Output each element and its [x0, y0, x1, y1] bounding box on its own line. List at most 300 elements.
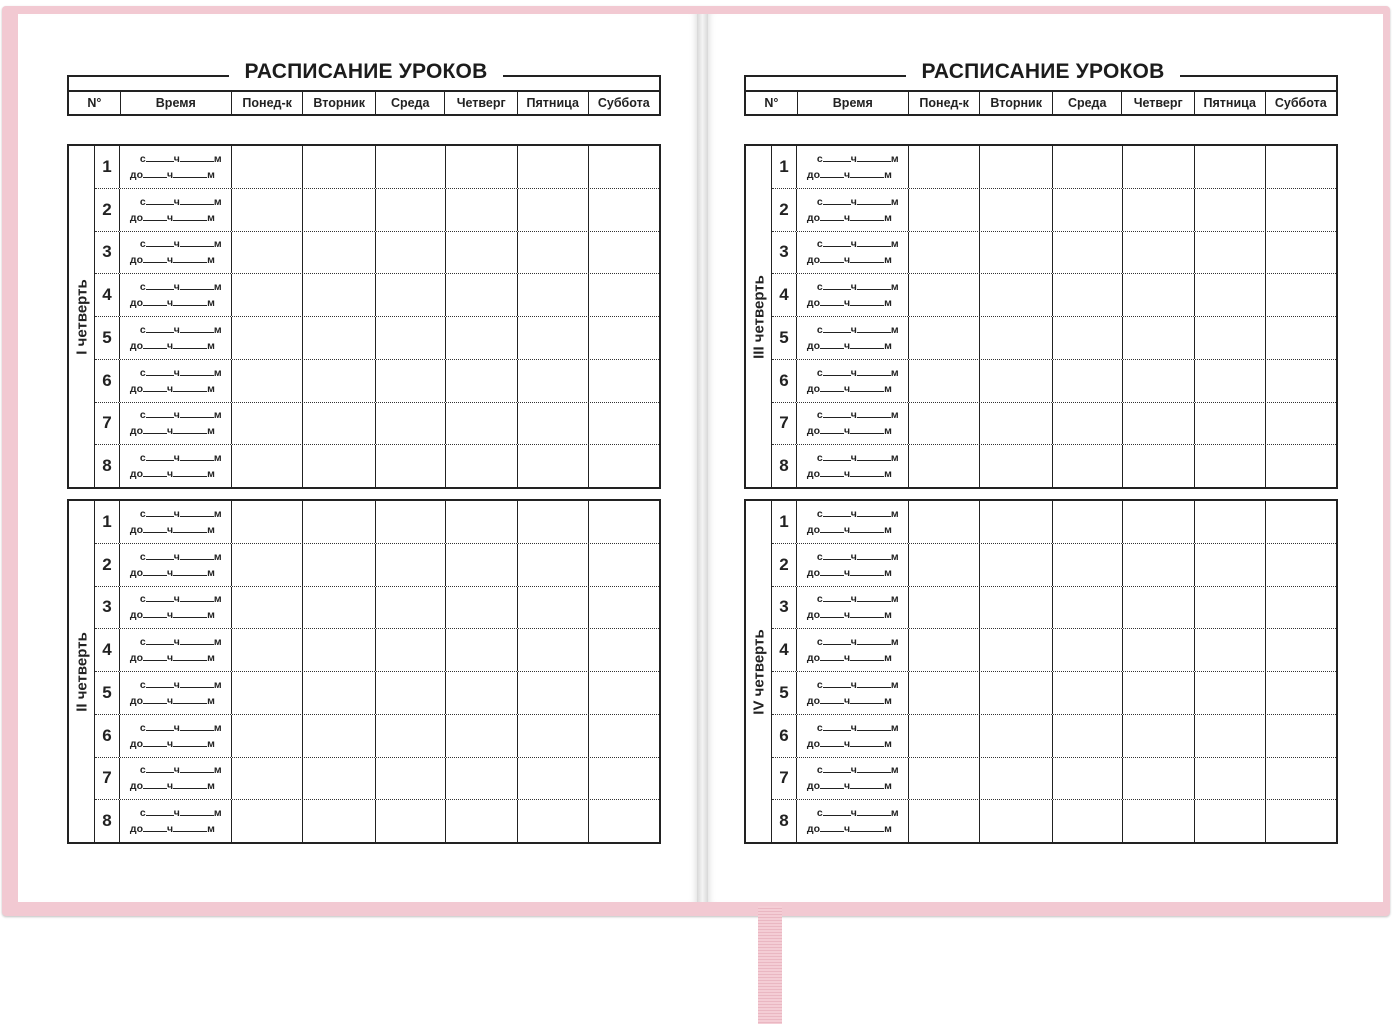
day-cell[interactable]	[909, 232, 981, 274]
minute-blank[interactable]	[850, 737, 884, 747]
day-cell[interactable]	[1266, 800, 1336, 842]
day-cell[interactable]	[303, 672, 376, 714]
day-cell[interactable]	[589, 544, 659, 586]
day-cell[interactable]	[1266, 403, 1336, 445]
hour-blank[interactable]	[143, 339, 167, 349]
time-cell[interactable]	[797, 544, 909, 586]
day-cell[interactable]	[1053, 800, 1123, 842]
day-cell[interactable]	[232, 501, 304, 543]
day-cell[interactable]	[303, 715, 376, 757]
minute-blank[interactable]	[850, 168, 884, 178]
hour-blank[interactable]	[820, 694, 844, 704]
day-cell[interactable]	[1195, 672, 1266, 714]
day-cell[interactable]	[1053, 274, 1123, 316]
minute-blank[interactable]	[850, 211, 884, 221]
day-cell[interactable]	[589, 317, 659, 359]
day-cell[interactable]	[909, 715, 981, 757]
hour-blank[interactable]	[820, 779, 844, 789]
time-cell[interactable]	[797, 445, 909, 487]
day-cell[interactable]	[1123, 146, 1196, 188]
minute-blank[interactable]	[173, 694, 207, 704]
minute-blank[interactable]	[857, 678, 891, 688]
hour-blank[interactable]	[143, 424, 167, 434]
minute-blank[interactable]	[850, 424, 884, 434]
hour-blank[interactable]	[143, 211, 167, 221]
minute-blank[interactable]	[173, 382, 207, 392]
day-cell[interactable]	[376, 274, 446, 316]
day-cell[interactable]	[1266, 274, 1336, 316]
hour-blank[interactable]	[143, 296, 167, 306]
day-cell[interactable]	[909, 317, 981, 359]
hour-blank[interactable]	[823, 806, 851, 816]
hour-blank[interactable]	[820, 822, 844, 832]
day-cell[interactable]	[446, 800, 519, 842]
time-cell[interactable]	[797, 274, 909, 316]
day-cell[interactable]	[303, 274, 376, 316]
day-cell[interactable]	[1195, 587, 1266, 629]
time-cell[interactable]	[120, 360, 232, 402]
minute-blank[interactable]	[173, 779, 207, 789]
minute-blank[interactable]	[857, 366, 891, 376]
hour-blank[interactable]	[143, 523, 167, 533]
day-cell[interactable]	[1266, 501, 1336, 543]
hour-blank[interactable]	[146, 592, 174, 602]
day-cell[interactable]	[1195, 629, 1266, 671]
hour-blank[interactable]	[820, 382, 844, 392]
minute-blank[interactable]	[857, 408, 891, 418]
day-cell[interactable]	[303, 758, 376, 800]
day-cell[interactable]	[376, 189, 446, 231]
day-cell[interactable]	[909, 758, 981, 800]
hour-blank[interactable]	[823, 507, 851, 517]
day-cell[interactable]	[1053, 360, 1123, 402]
day-cell[interactable]	[376, 146, 446, 188]
day-cell[interactable]	[1195, 758, 1266, 800]
time-cell[interactable]	[120, 544, 232, 586]
day-cell[interactable]	[980, 715, 1053, 757]
day-cell[interactable]	[376, 715, 446, 757]
time-cell[interactable]	[120, 403, 232, 445]
day-cell[interactable]	[980, 672, 1053, 714]
minute-blank[interactable]	[850, 467, 884, 477]
day-cell[interactable]	[909, 360, 981, 402]
day-cell[interactable]	[1195, 360, 1266, 402]
day-cell[interactable]	[376, 317, 446, 359]
hour-blank[interactable]	[823, 763, 851, 773]
minute-blank[interactable]	[173, 523, 207, 533]
minute-blank[interactable]	[173, 822, 207, 832]
day-cell[interactable]	[980, 274, 1053, 316]
minute-blank[interactable]	[173, 737, 207, 747]
day-cell[interactable]	[1123, 544, 1196, 586]
day-cell[interactable]	[232, 758, 304, 800]
day-cell[interactable]	[303, 800, 376, 842]
day-cell[interactable]	[1053, 672, 1123, 714]
day-cell[interactable]	[446, 189, 519, 231]
day-cell[interactable]	[1195, 189, 1266, 231]
minute-blank[interactable]	[857, 451, 891, 461]
day-cell[interactable]	[980, 800, 1053, 842]
hour-blank[interactable]	[146, 451, 174, 461]
day-cell[interactable]	[1123, 672, 1196, 714]
minute-blank[interactable]	[857, 721, 891, 731]
day-cell[interactable]	[1266, 232, 1336, 274]
minute-blank[interactable]	[173, 211, 207, 221]
minute-blank[interactable]	[180, 323, 214, 333]
time-cell[interactable]	[120, 146, 232, 188]
minute-blank[interactable]	[857, 550, 891, 560]
minute-blank[interactable]	[173, 651, 207, 661]
day-cell[interactable]	[518, 274, 589, 316]
day-cell[interactable]	[1266, 587, 1336, 629]
day-cell[interactable]	[376, 672, 446, 714]
hour-blank[interactable]	[820, 566, 844, 576]
day-cell[interactable]	[446, 445, 519, 487]
day-cell[interactable]	[1266, 672, 1336, 714]
day-cell[interactable]	[1195, 445, 1266, 487]
day-cell[interactable]	[376, 629, 446, 671]
day-cell[interactable]	[589, 403, 659, 445]
minute-blank[interactable]	[857, 763, 891, 773]
day-cell[interactable]	[303, 360, 376, 402]
time-cell[interactable]	[797, 672, 909, 714]
day-cell[interactable]	[446, 146, 519, 188]
day-cell[interactable]	[232, 317, 304, 359]
minute-blank[interactable]	[857, 280, 891, 290]
time-cell[interactable]	[120, 189, 232, 231]
day-cell[interactable]	[446, 232, 519, 274]
hour-blank[interactable]	[146, 635, 174, 645]
day-cell[interactable]	[446, 715, 519, 757]
day-cell[interactable]	[303, 403, 376, 445]
time-cell[interactable]	[797, 800, 909, 842]
time-cell[interactable]	[120, 587, 232, 629]
day-cell[interactable]	[232, 629, 304, 671]
hour-blank[interactable]	[146, 806, 174, 816]
day-cell[interactable]	[1195, 715, 1266, 757]
day-cell[interactable]	[518, 672, 589, 714]
day-cell[interactable]	[303, 146, 376, 188]
day-cell[interactable]	[518, 317, 589, 359]
day-cell[interactable]	[909, 403, 981, 445]
day-cell[interactable]	[232, 189, 304, 231]
day-cell[interactable]	[1053, 232, 1123, 274]
minute-blank[interactable]	[857, 635, 891, 645]
minute-blank[interactable]	[180, 806, 214, 816]
hour-blank[interactable]	[146, 366, 174, 376]
time-cell[interactable]	[797, 232, 909, 274]
minute-blank[interactable]	[180, 237, 214, 247]
day-cell[interactable]	[1123, 758, 1196, 800]
day-cell[interactable]	[980, 360, 1053, 402]
minute-blank[interactable]	[180, 678, 214, 688]
hour-blank[interactable]	[146, 280, 174, 290]
day-cell[interactable]	[232, 403, 304, 445]
hour-blank[interactable]	[820, 737, 844, 747]
day-cell[interactable]	[1053, 189, 1123, 231]
time-cell[interactable]	[797, 403, 909, 445]
day-cell[interactable]	[518, 232, 589, 274]
hour-blank[interactable]	[823, 280, 851, 290]
day-cell[interactable]	[589, 758, 659, 800]
day-cell[interactable]	[589, 189, 659, 231]
minute-blank[interactable]	[180, 763, 214, 773]
day-cell[interactable]	[980, 544, 1053, 586]
day-cell[interactable]	[446, 360, 519, 402]
day-cell[interactable]	[1123, 274, 1196, 316]
hour-blank[interactable]	[823, 592, 851, 602]
day-cell[interactable]	[518, 715, 589, 757]
day-cell[interactable]	[1195, 317, 1266, 359]
minute-blank[interactable]	[857, 195, 891, 205]
day-cell[interactable]	[303, 629, 376, 671]
day-cell[interactable]	[980, 189, 1053, 231]
hour-blank[interactable]	[823, 550, 851, 560]
minute-blank[interactable]	[857, 237, 891, 247]
day-cell[interactable]	[909, 672, 981, 714]
time-cell[interactable]	[797, 189, 909, 231]
day-cell[interactable]	[446, 274, 519, 316]
day-cell[interactable]	[232, 587, 304, 629]
hour-blank[interactable]	[820, 424, 844, 434]
hour-blank[interactable]	[143, 822, 167, 832]
day-cell[interactable]	[446, 501, 519, 543]
day-cell[interactable]	[376, 587, 446, 629]
hour-blank[interactable]	[820, 651, 844, 661]
day-cell[interactable]	[909, 629, 981, 671]
day-cell[interactable]	[1195, 800, 1266, 842]
day-cell[interactable]	[980, 587, 1053, 629]
day-cell[interactable]	[518, 800, 589, 842]
time-cell[interactable]	[120, 715, 232, 757]
day-cell[interactable]	[1123, 189, 1196, 231]
day-cell[interactable]	[232, 232, 304, 274]
day-cell[interactable]	[232, 146, 304, 188]
hour-blank[interactable]	[823, 195, 851, 205]
hour-blank[interactable]	[823, 237, 851, 247]
hour-blank[interactable]	[146, 550, 174, 560]
day-cell[interactable]	[1123, 317, 1196, 359]
day-cell[interactable]	[980, 146, 1053, 188]
minute-blank[interactable]	[180, 721, 214, 731]
day-cell[interactable]	[376, 758, 446, 800]
day-cell[interactable]	[376, 445, 446, 487]
day-cell[interactable]	[518, 146, 589, 188]
minute-blank[interactable]	[173, 296, 207, 306]
day-cell[interactable]	[1123, 800, 1196, 842]
day-cell[interactable]	[1123, 232, 1196, 274]
day-cell[interactable]	[518, 544, 589, 586]
minute-blank[interactable]	[180, 550, 214, 560]
day-cell[interactable]	[1053, 403, 1123, 445]
day-cell[interactable]	[980, 758, 1053, 800]
hour-blank[interactable]	[823, 408, 851, 418]
day-cell[interactable]	[909, 587, 981, 629]
time-cell[interactable]	[120, 317, 232, 359]
minute-blank[interactable]	[850, 566, 884, 576]
day-cell[interactable]	[589, 274, 659, 316]
hour-blank[interactable]	[146, 237, 174, 247]
day-cell[interactable]	[1123, 587, 1196, 629]
time-cell[interactable]	[120, 445, 232, 487]
hour-blank[interactable]	[146, 507, 174, 517]
minute-blank[interactable]	[173, 608, 207, 618]
day-cell[interactable]	[909, 274, 981, 316]
day-cell[interactable]	[518, 403, 589, 445]
day-cell[interactable]	[376, 800, 446, 842]
day-cell[interactable]	[909, 800, 981, 842]
hour-blank[interactable]	[146, 323, 174, 333]
day-cell[interactable]	[589, 800, 659, 842]
day-cell[interactable]	[1053, 587, 1123, 629]
day-cell[interactable]	[909, 189, 981, 231]
day-cell[interactable]	[589, 501, 659, 543]
day-cell[interactable]	[589, 232, 659, 274]
day-cell[interactable]	[232, 715, 304, 757]
day-cell[interactable]	[446, 672, 519, 714]
day-cell[interactable]	[980, 232, 1053, 274]
minute-blank[interactable]	[180, 366, 214, 376]
day-cell[interactable]	[909, 445, 981, 487]
day-cell[interactable]	[518, 758, 589, 800]
minute-blank[interactable]	[180, 507, 214, 517]
day-cell[interactable]	[232, 800, 304, 842]
day-cell[interactable]	[909, 544, 981, 586]
time-cell[interactable]	[120, 672, 232, 714]
day-cell[interactable]	[518, 445, 589, 487]
hour-blank[interactable]	[146, 152, 174, 162]
hour-blank[interactable]	[823, 451, 851, 461]
hour-blank[interactable]	[820, 253, 844, 263]
minute-blank[interactable]	[173, 424, 207, 434]
hour-blank[interactable]	[146, 763, 174, 773]
hour-blank[interactable]	[146, 408, 174, 418]
hour-blank[interactable]	[823, 152, 851, 162]
day-cell[interactable]	[446, 544, 519, 586]
day-cell[interactable]	[232, 544, 304, 586]
time-cell[interactable]	[120, 800, 232, 842]
day-cell[interactable]	[1053, 758, 1123, 800]
day-cell[interactable]	[589, 445, 659, 487]
day-cell[interactable]	[232, 360, 304, 402]
hour-blank[interactable]	[820, 296, 844, 306]
hour-blank[interactable]	[143, 694, 167, 704]
day-cell[interactable]	[1123, 501, 1196, 543]
day-cell[interactable]	[589, 146, 659, 188]
day-cell[interactable]	[376, 501, 446, 543]
day-cell[interactable]	[1053, 317, 1123, 359]
hour-blank[interactable]	[820, 168, 844, 178]
minute-blank[interactable]	[850, 822, 884, 832]
time-cell[interactable]	[797, 758, 909, 800]
hour-blank[interactable]	[143, 608, 167, 618]
day-cell[interactable]	[1195, 544, 1266, 586]
time-cell[interactable]	[120, 629, 232, 671]
day-cell[interactable]	[980, 445, 1053, 487]
hour-blank[interactable]	[820, 211, 844, 221]
day-cell[interactable]	[446, 317, 519, 359]
minute-blank[interactable]	[850, 253, 884, 263]
hour-blank[interactable]	[143, 566, 167, 576]
minute-blank[interactable]	[850, 651, 884, 661]
time-cell[interactable]	[120, 274, 232, 316]
day-cell[interactable]	[1053, 715, 1123, 757]
day-cell[interactable]	[518, 587, 589, 629]
day-cell[interactable]	[303, 445, 376, 487]
minute-blank[interactable]	[850, 382, 884, 392]
day-cell[interactable]	[518, 501, 589, 543]
day-cell[interactable]	[1266, 629, 1336, 671]
day-cell[interactable]	[303, 317, 376, 359]
day-cell[interactable]	[589, 629, 659, 671]
minute-blank[interactable]	[173, 339, 207, 349]
minute-blank[interactable]	[850, 694, 884, 704]
time-cell[interactable]	[120, 232, 232, 274]
time-cell[interactable]	[797, 501, 909, 543]
day-cell[interactable]	[1266, 317, 1336, 359]
minute-blank[interactable]	[857, 323, 891, 333]
hour-blank[interactable]	[823, 366, 851, 376]
minute-blank[interactable]	[850, 608, 884, 618]
minute-blank[interactable]	[180, 152, 214, 162]
day-cell[interactable]	[303, 189, 376, 231]
time-cell[interactable]	[120, 501, 232, 543]
minute-blank[interactable]	[180, 280, 214, 290]
day-cell[interactable]	[1266, 146, 1336, 188]
day-cell[interactable]	[1266, 544, 1336, 586]
day-cell[interactable]	[1123, 445, 1196, 487]
hour-blank[interactable]	[143, 168, 167, 178]
minute-blank[interactable]	[173, 467, 207, 477]
day-cell[interactable]	[518, 629, 589, 671]
time-cell[interactable]	[797, 146, 909, 188]
minute-blank[interactable]	[180, 451, 214, 461]
minute-blank[interactable]	[857, 806, 891, 816]
day-cell[interactable]	[980, 317, 1053, 359]
hour-blank[interactable]	[820, 339, 844, 349]
hour-blank[interactable]	[823, 635, 851, 645]
minute-blank[interactable]	[850, 779, 884, 789]
day-cell[interactable]	[1053, 544, 1123, 586]
day-cell[interactable]	[376, 544, 446, 586]
day-cell[interactable]	[909, 501, 981, 543]
hour-blank[interactable]	[143, 253, 167, 263]
minute-blank[interactable]	[850, 296, 884, 306]
hour-blank[interactable]	[823, 678, 851, 688]
day-cell[interactable]	[980, 629, 1053, 671]
hour-blank[interactable]	[146, 678, 174, 688]
hour-blank[interactable]	[143, 779, 167, 789]
hour-blank[interactable]	[146, 195, 174, 205]
time-cell[interactable]	[797, 587, 909, 629]
time-cell[interactable]	[797, 317, 909, 359]
day-cell[interactable]	[1195, 501, 1266, 543]
day-cell[interactable]	[518, 189, 589, 231]
time-cell[interactable]	[797, 629, 909, 671]
day-cell[interactable]	[1195, 146, 1266, 188]
day-cell[interactable]	[1266, 189, 1336, 231]
minute-blank[interactable]	[173, 253, 207, 263]
day-cell[interactable]	[232, 672, 304, 714]
day-cell[interactable]	[1123, 715, 1196, 757]
day-cell[interactable]	[1123, 629, 1196, 671]
ribbon-bookmark[interactable]	[758, 906, 782, 1024]
time-cell[interactable]	[797, 715, 909, 757]
day-cell[interactable]	[980, 501, 1053, 543]
day-cell[interactable]	[589, 672, 659, 714]
day-cell[interactable]	[1123, 403, 1196, 445]
minute-blank[interactable]	[180, 592, 214, 602]
